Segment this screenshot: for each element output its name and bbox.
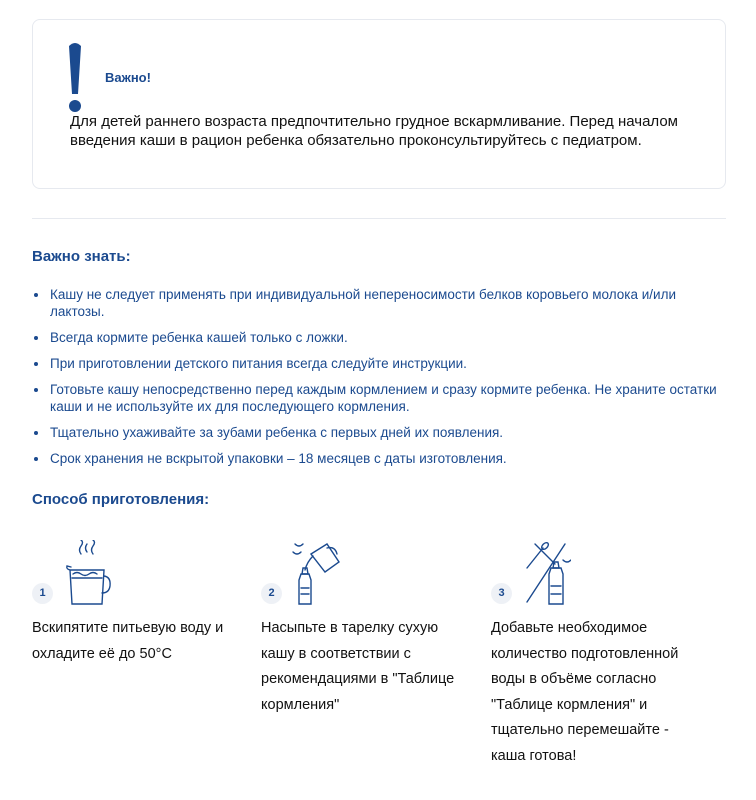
divider [32, 218, 726, 219]
bullet-icon [34, 362, 38, 366]
no-spoon-bottle-icon [521, 540, 571, 608]
notice-title: Важно! [105, 70, 151, 85]
bullet-icon [34, 431, 38, 435]
step-text: Насыпьте в тарелку сухую кашу в соответствии с рекомендациями в "Таблице кормления" [261, 620, 455, 713]
list-item: Кашу не следует применять при индивидуальной непереносимости белков коровьего молока и/или лактозы. [32, 286, 722, 320]
notice-text: Для детей раннего возраста предпочтительно грудное вскармливание. Перед началом введения каши в рацион ребенка обязательно проконсультируйтесь с педиатром. [70, 113, 678, 149]
step-text: Вскипятите питьевую воду и охладите её до 50°С [32, 620, 224, 662]
step-number: 1 [32, 583, 53, 604]
bullet-icon [34, 293, 38, 297]
important-heading: Важно знать: [32, 248, 131, 265]
list-item: При приготовлении детского питания всегда следуйте инструкции. [32, 355, 722, 372]
method-heading: Способ приготовления: [32, 491, 210, 508]
step-number: 2 [261, 583, 282, 604]
list-item: Всегда кормите ребенка кашей только с ложки. [32, 329, 722, 346]
bullet-icon [34, 336, 38, 340]
list-item: Срок хранения не вскрытой упаковки – 18 месяцев с даты изготовления. [32, 450, 722, 467]
important-notice [32, 19, 726, 189]
exclamation-icon [67, 42, 83, 114]
step-text: Добавьте необходимое количество подготовленной воды в объёме согласно "Таблице кормления" и тщательно перемешайте - каша готова! [491, 620, 679, 764]
important-list [32, 286, 722, 476]
pour-into-bottle-icon [291, 540, 341, 608]
step-number: 3 [491, 583, 512, 604]
list-item: Тщательно ухаживайте за зубами ребенка с первых дней их появления. [32, 424, 722, 441]
boiling-water-jug-icon [62, 540, 112, 608]
bullet-icon [34, 388, 38, 392]
bullet-icon [34, 457, 38, 461]
list-item: Готовьте кашу непосредственно перед каждым кормлением и сразу кормите ребенка. Не храните остатки каши и не используйте их для последующего кормления. [32, 381, 722, 415]
